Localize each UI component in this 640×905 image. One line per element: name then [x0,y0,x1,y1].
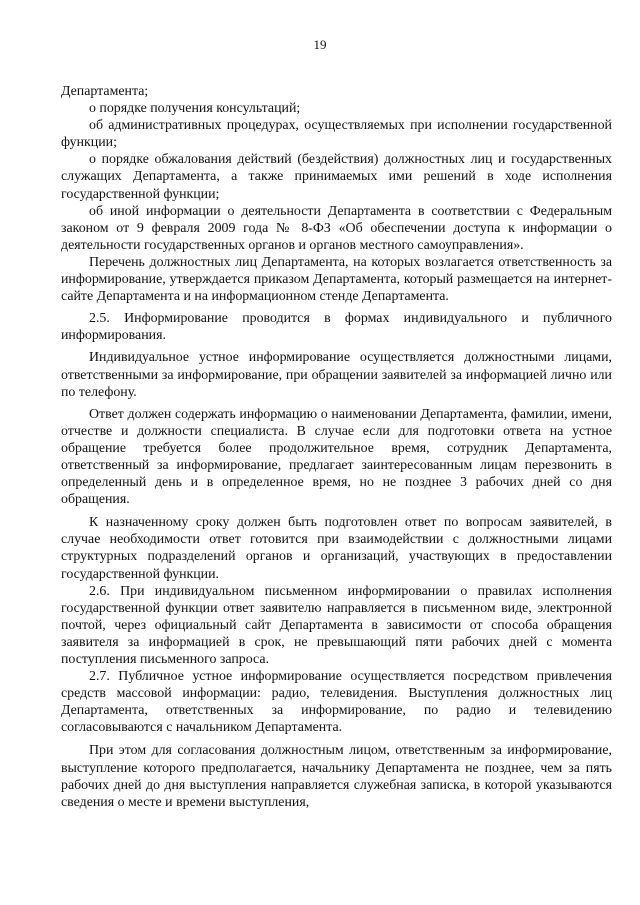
paragraph-section-2-5: 2.5. Информирование проводится в формах индивидуального и публичного информирования. [61,311,612,344]
page-number: 19 [313,37,327,52]
paragraph-administrative-procedures: об административных процедурах, осуществляемых при исполнении государственной функции; [61,118,612,151]
document-body [61,83,612,811]
paragraph-consultation-procedure: о порядке получения консультаций; [89,101,301,117]
paragraph-section-2-7: 2.7. Публичное устное информирование осуществляется посредством привлечения средств массовой информации: радио, телевидения. Выступления должностных лиц Департамента, ответственных за информирование, по радио и телевидению согласовываются с начальником Департамента. [61,669,612,736]
paragraph-other-information: об иной информации о деятельности Департамента в соответствии с Федеральным законом от 9 февраля 2009 года № 8-ФЗ «Об обеспечении доступа к информации о деятельности государственных органов и органов местного самоуправления». [61,203,612,253]
paragraph-department-continuation: Департамента; [61,84,149,99]
paragraph-coordination: При этом для согласования должностным лицом, ответственным за информирование, выступление которого предполагается, начальнику Департамента не позднее, чем за пять рабочих дней до дня выступления направляется служебная записка, в которой указываются сведения о месте и времени выступления, [61,743,612,810]
paragraph-individual-oral-informing: Индивидуальное устное информирование осуществляется должностными лицами, ответственными за информирование, при обращении заявителей за информацией лично или по телефону. [61,350,612,400]
paragraph-appeal-procedure: о порядке обжалования действий (бездействия) должностных лиц и государственных служащих Департамента, а также принимаемых ими решений в ходе исполнения государственной функции; [61,152,612,202]
paragraph-deadline-response: К назначенному сроку должен быть подготовлен ответ по вопросам заявителей, в случае необходимости ответ готовится при взаимодействии с должностными лицами структурных подразделений органов и организаций, участвующих в предоставлении государственной функции. [61,515,612,582]
paragraph-section-2-6: 2.6. При индивидуальном письменном информировании о правилах исполнения государственной функции ответ заявителю направляется в письменном виде, электронной почтой, через официальный сайт Департамента в зависимости от способа обращения заявителя за информацией в срок, не превышающий пяти рабочих дней с момента поступления письменного запроса. [61,583,612,667]
paragraph-responsible-officials: Перечень должностных лиц Департамента, на которых возлагается ответственность за информирование, утверждается приказом Департамента, который размещается на интернет-сайте Департамента и на информационном стенде Департамента. [61,254,612,305]
paragraph-response-content: Ответ должен содержать информацию о наименовании Департамента, фамилии, имени, отчестве и должности специалиста. В случае если для подготовки ответа на устное обращение требуется более продолжительное время, сотрудник Департамента, ответственный за информирование, предлагает заинтересованным лицам перезвонить в определенный день и в определенное время, но не позднее 3 рабочих дней со дня обращения. [61,406,612,508]
